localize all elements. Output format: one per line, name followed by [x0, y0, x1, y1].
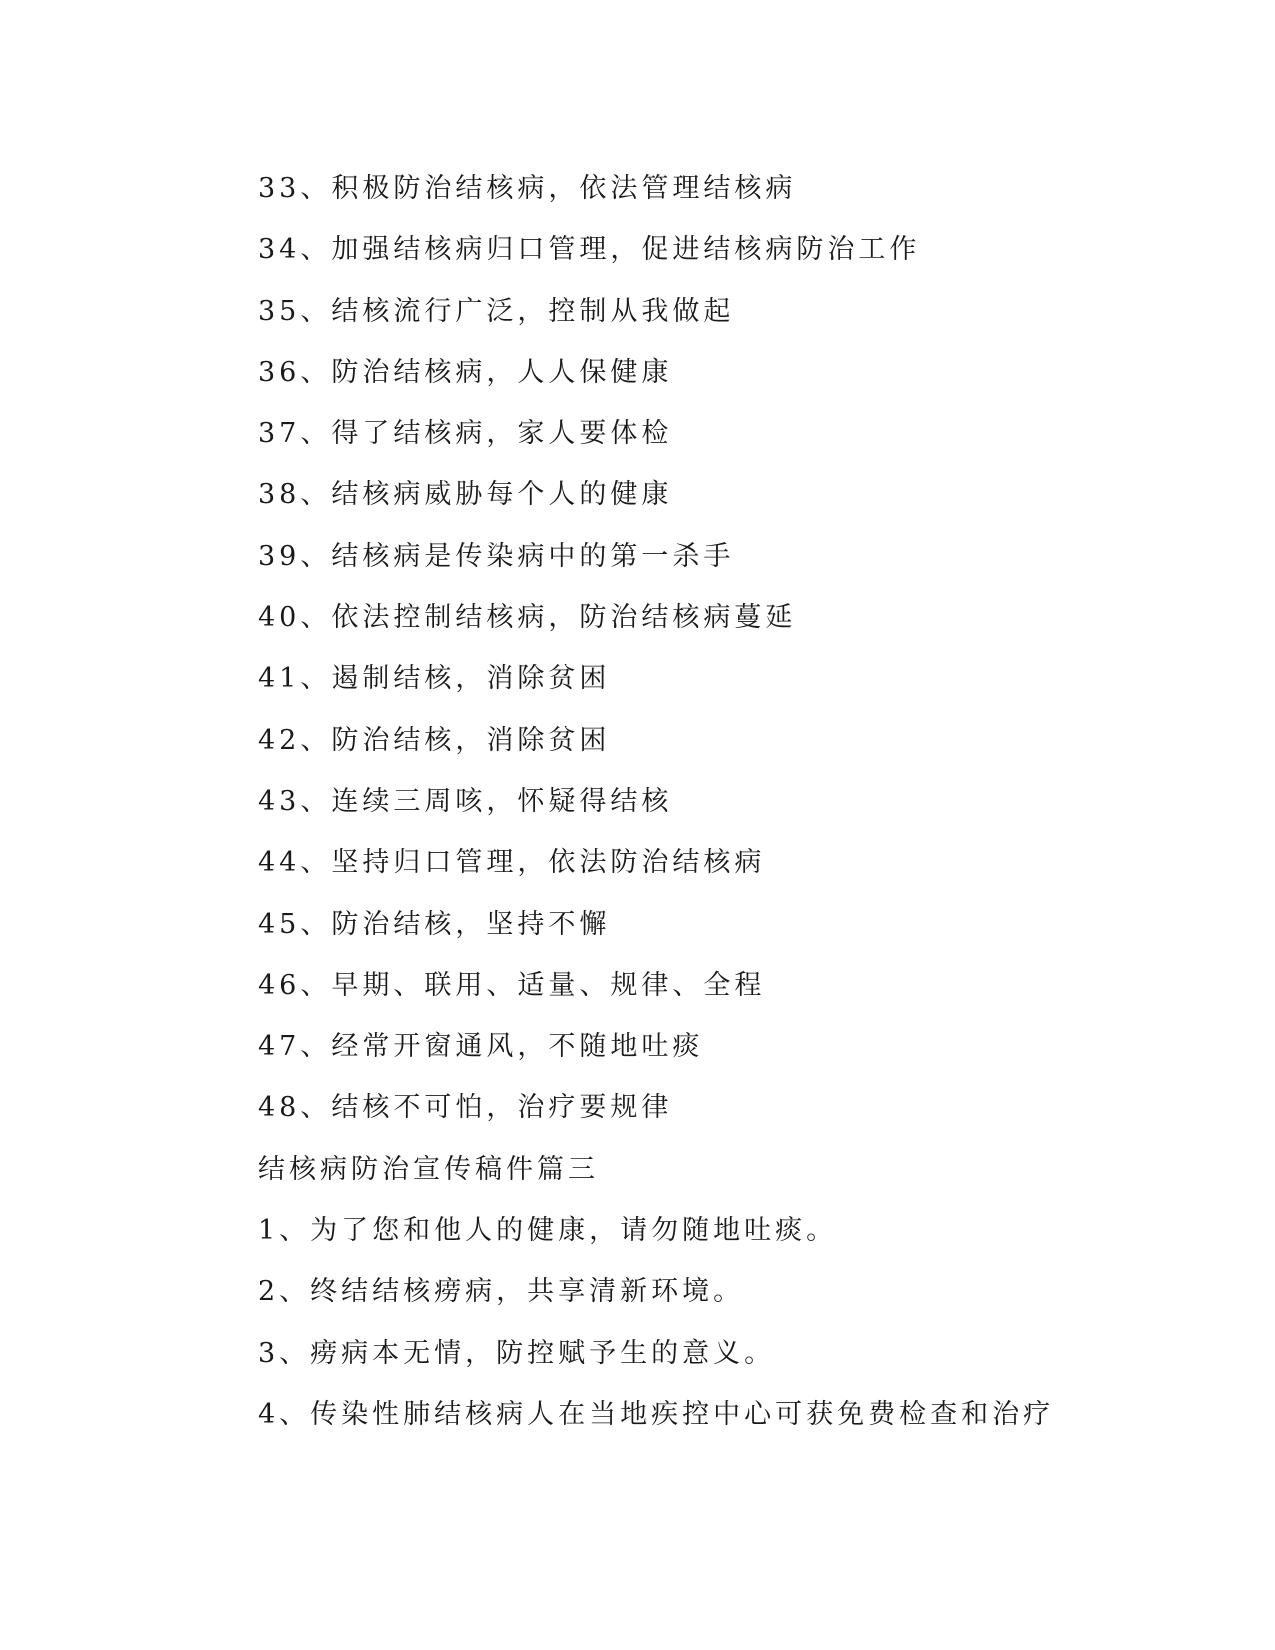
document-body [258, 158, 1158, 1445]
slogan-line: 2、终结结核痨病，共享清新环境。 [258, 1276, 745, 1308]
slogan-line: 46、早期、联用、适量、规律、全程 [258, 969, 766, 1001]
slogan-line: 40、依法控制结核病，防治结核病蔓延 [258, 602, 797, 634]
slogan-line: 39、结核病是传染病中的第一杀手 [258, 540, 735, 572]
slogan-line: 37、得了结核病，家人要体检 [258, 418, 673, 450]
slogan-line: 4、传染性肺结核病人在当地疾控中心可获免费检查和治疗 [258, 1398, 1055, 1430]
slogan-line: 3、痨病本无情，防控赋予生的意义。 [258, 1337, 776, 1369]
section-heading: 结核病防治宣传稿件篇三 [258, 1153, 599, 1185]
slogan-line: 35、结核流行广泛，控制从我做起 [258, 295, 735, 327]
slogan-line: 44、坚持归口管理，依法防治结核病 [258, 847, 766, 879]
slogan-line: 45、防治结核，坚持不懈 [258, 908, 611, 940]
slogan-line: 47、经常开窗通风，不随地吐痰 [258, 1031, 704, 1063]
slogan-line: 43、连续三周咳，怀疑得结核 [258, 785, 673, 817]
slogan-line: 41、遏制结核，消除贫困 [258, 663, 611, 695]
slogan-line: 38、结核病威胁每个人的健康 [258, 479, 673, 511]
slogan-line: 48、结核不可怕，治疗要规律 [258, 1092, 673, 1124]
slogan-line: 33、积极防治结核病，依法管理结核病 [258, 173, 797, 204]
slogan-line: 1、为了您和他人的健康，请勿随地吐痰。 [258, 1215, 838, 1247]
slogan-line: 42、防治结核，消除贫困 [258, 724, 611, 756]
slogan-line: 34、加强结核病归口管理，促进结核病防治工作 [258, 234, 921, 266]
slogan-line: 36、防治结核病，人人保健康 [258, 356, 673, 388]
